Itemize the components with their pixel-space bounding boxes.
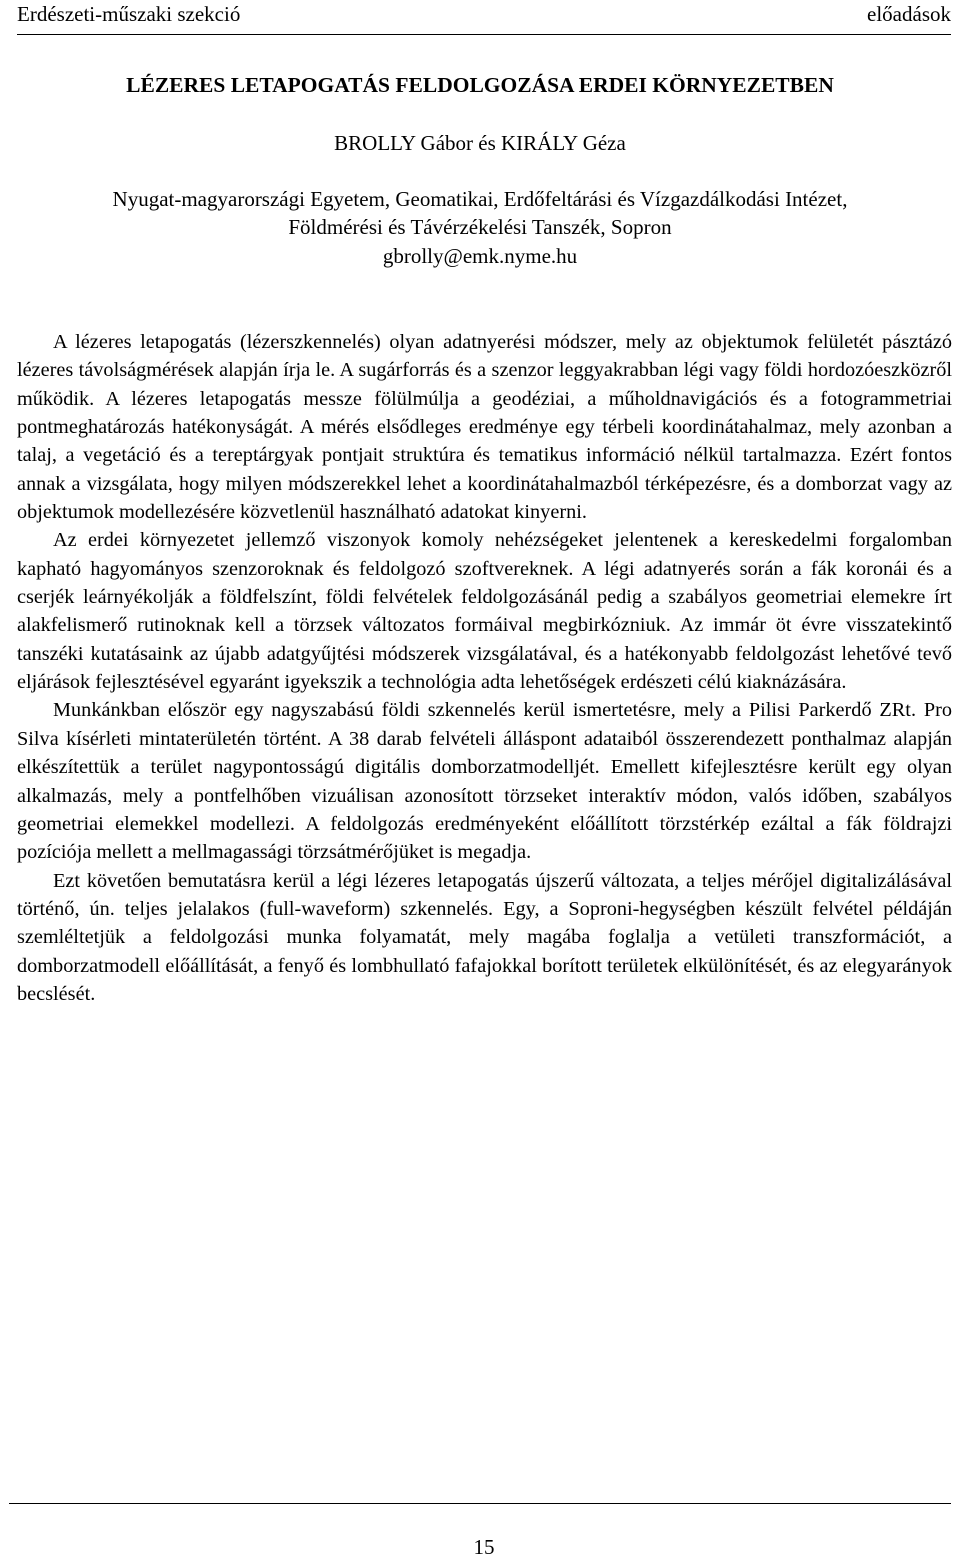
footer-divider — [9, 1503, 951, 1504]
abstract-paragraph: Ezt követően bemutatásra kerül a légi lézeres letapogatás újszerű változata, a teljes mérőjel digitalizálásával történő, ún. teljes jelalakos (full-waveform) szkennelés. Egy, a Soproni-hegységben készült felvétel példáján szemléltetjük a feldolgozási munka folyamatát, mely magába foglalja a vetületi transzformációt, a domborzatmodell előállítását, a fenyő és lombhullató fafajokkal borított területek elkülönítését, és az elegyarányok becslését. — [17, 869, 952, 1005]
affiliation-line: Nyugat-magyarországi Egyetem, Geomatikai, Erdőfeltárási és Vízgazdálkodási Intézet, — [112, 187, 848, 211]
article-title: LÉZERES LETAPOGATÁS FELDOLGOZÁSA ERDEI KÖRNYEZETBEN — [126, 73, 834, 97]
abstract-body — [17, 328, 952, 1008]
abstract-paragraph: Az erdei környezetet jellemző viszonyok komoly nehézségeket jelentenek a kereskedelmi forgalomban kapható hagyományos szenzoroknak és feldolgozó szoftvereknek. A légi adatnyerés során a fák koronái és a cserjék leárnyékolják a földfelszínt, földi felvételek feldolgozásánál pedig a szabályos geometriai elemekre írt alakfelismerő rutinoknak kell a törzsek változatos formáival megbirkózniuk. Az immár öt évre visszatekintő tanszéki kutatásaink az újabb adatgyűjtési módszerek vizsgálatával, és a hatékonyabb feldolgozást lehetővé tevő eljárások fejlesztésével egyaránt igyekszik a technológia adta lehetőségek erdészeti célú kiaknázására. — [17, 529, 952, 694]
article-authors: BROLLY Gábor és KIRÁLY Géza — [334, 131, 626, 155]
section-name: Erdészeti-műszaki szekció — [17, 2, 241, 26]
affiliation-block — [0, 185, 960, 270]
abstract-paragraph: A lézeres letapogatás (lézerszkennelés) olyan adatnyerési módszer, mely az objektumok felületét pásztázó lézeres távolságmérések alapján írja le. A sugárforrás és a szenzor leggyakrabban légi vagy földi hordozóeszközről működik. A lézeres letapogatás messze fölülmúlja a geodéziai, a műholdnavigációs és a fotogrammetriai pontmeghatározás hatékonyságát. A mérés elsődleges eredménye egy térbeli koordinátahalmaz, mely azonban a talaj, a vegetáció és a tereptárgyak pontjait struktúra és tematikus információ nélkül tartalmazza. Ezért fontos annak a vizsgálata, hogy milyen módszerekkel lehet a koordinátahalmazból térképezésre, és a domborzat vagy az objektumok modellezésére közvetlenül használható adatokat kinyerni. — [17, 331, 952, 524]
page-number: 15 — [473, 1535, 495, 1559]
section-type: előadások — [867, 2, 951, 26]
affiliation-line: Földmérési és Távérzékelési Tanszék, Sopron — [288, 215, 672, 240]
abstract-paragraph: Munkánkban először egy nagyszabású földi szkennelés kerül ismertetésre, mely a Pilisi Parkerdő ZRt. Pro Silva kísérleti mintaterületén történt. A 38 darab felvételi álláspont adataiból összerendezett ponthalmaz alapján elkészítettük a terület nagypontosságú digitális domborzatmodelljét. Emellett kifejlesztésre került egy olyan alkalmazás, mely a pontfelhőben vizuálisan azonosított törzseket interaktív módon, valós időben, szabályos geometriai elemekkel modellezi. A feldolgozás eredményeként előállított törzstérkép ezáltal a fák földrajzi pozíciója mellett a mellmagassági törzsátmérőjüket is megadja. — [17, 699, 952, 864]
author-email: gbrolly@emk.nyme.hu — [382, 243, 578, 268]
running-header — [17, 0, 951, 35]
